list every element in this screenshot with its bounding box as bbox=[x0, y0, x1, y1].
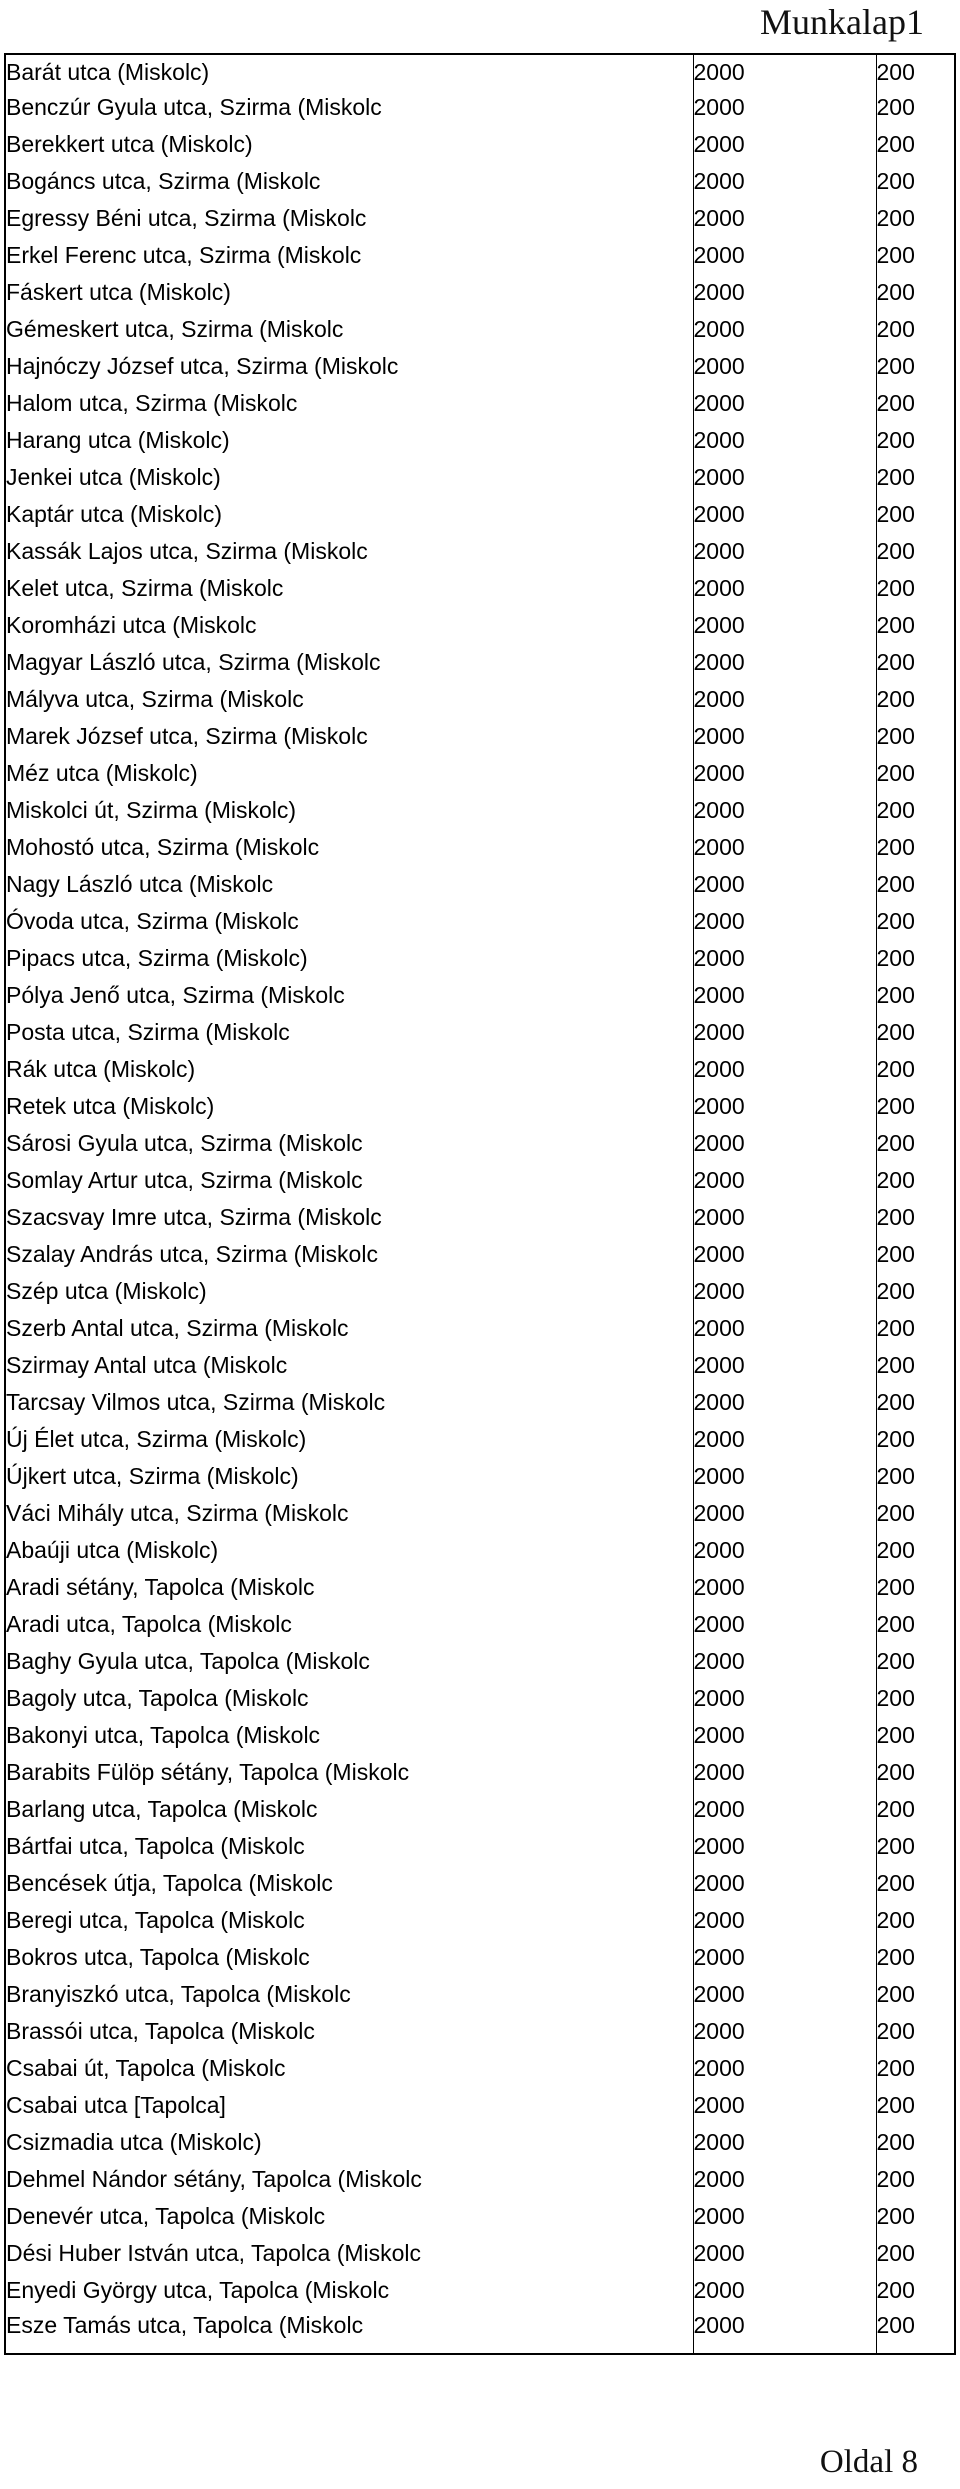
table-row bbox=[5, 1199, 955, 1236]
value-a-cell: 2000 bbox=[693, 1347, 876, 1384]
value-b-cell: 200 bbox=[876, 163, 955, 200]
value-a-cell: 2000 bbox=[693, 2161, 876, 2198]
street-name-cell: Óvoda utca, Szirma (Miskolc bbox=[6, 908, 299, 934]
value-a-cell: 2000 bbox=[693, 1421, 876, 1458]
value-a-cell: 2000 bbox=[693, 1717, 876, 1754]
value-a-cell: 2000 bbox=[693, 2235, 876, 2272]
value-b-cell: 200 bbox=[876, 1643, 955, 1680]
street-name-cell: Bokros utca, Tapolca (Miskolc bbox=[6, 1944, 310, 1970]
value-b-cell: 200 bbox=[876, 1051, 955, 1088]
street-name-cell: Aradi sétány, Tapolca (Miskolc bbox=[6, 1574, 315, 1600]
value-a-cell: 2000 bbox=[693, 1569, 876, 1606]
street-name-cell: Szalay András utca, Szirma (Miskolc bbox=[6, 1241, 378, 1267]
table-row bbox=[5, 422, 955, 459]
value-b-cell: 200 bbox=[876, 1199, 955, 1236]
table-row bbox=[5, 2050, 955, 2087]
table-row bbox=[5, 1162, 955, 1199]
table-row bbox=[5, 1458, 955, 1495]
street-name-cell: Pólya Jenő utca, Szirma (Miskolc bbox=[6, 982, 345, 1008]
value-b-cell: 200 bbox=[876, 1088, 955, 1125]
value-b-cell: 200 bbox=[876, 533, 955, 570]
value-b-cell: 200 bbox=[876, 2309, 955, 2354]
street-name-cell: Harang utca (Miskolc) bbox=[6, 427, 230, 453]
street-name-cell: Új Élet utca, Szirma (Miskolc) bbox=[6, 1426, 307, 1452]
street-name-cell: Bencések útja, Tapolca (Miskolc bbox=[6, 1870, 333, 1896]
value-b-cell: 200 bbox=[876, 718, 955, 755]
value-a-cell: 2000 bbox=[693, 940, 876, 977]
value-a-cell: 2000 bbox=[693, 1458, 876, 1495]
street-name-cell: Csabai út, Tapolca (Miskolc bbox=[6, 2055, 286, 2081]
value-a-cell: 2000 bbox=[693, 1865, 876, 1902]
value-a-cell: 2000 bbox=[693, 977, 876, 1014]
value-b-cell: 200 bbox=[876, 2161, 955, 2198]
value-a-cell: 2000 bbox=[693, 1532, 876, 1569]
value-a-cell: 2000 bbox=[693, 607, 876, 644]
table-row bbox=[5, 2124, 955, 2161]
value-b-cell: 200 bbox=[876, 1310, 955, 1347]
value-a-cell: 2000 bbox=[693, 2309, 876, 2354]
value-a-cell: 2000 bbox=[693, 1939, 876, 1976]
value-b-cell: 200 bbox=[876, 1458, 955, 1495]
value-a-cell: 2000 bbox=[693, 1902, 876, 1939]
value-b-cell: 200 bbox=[876, 1606, 955, 1643]
page-number: Oldal 8 bbox=[819, 2444, 918, 2480]
value-a-cell: 2000 bbox=[693, 459, 876, 496]
table-row bbox=[5, 1051, 955, 1088]
value-b-cell: 200 bbox=[876, 89, 955, 126]
value-b-cell: 200 bbox=[876, 2235, 955, 2272]
table-row bbox=[5, 1643, 955, 1680]
table-row bbox=[5, 1384, 955, 1421]
value-b-cell: 200 bbox=[876, 54, 955, 89]
table-row bbox=[5, 54, 955, 89]
value-a-cell: 2000 bbox=[693, 1384, 876, 1421]
value-b-cell: 200 bbox=[876, 200, 955, 237]
value-b-cell: 200 bbox=[876, 1532, 955, 1569]
value-a-cell: 2000 bbox=[693, 533, 876, 570]
street-name-cell: Barát utca (Miskolc) bbox=[6, 59, 210, 85]
value-a-cell: 2000 bbox=[693, 1199, 876, 1236]
value-a-cell: 2000 bbox=[693, 866, 876, 903]
value-b-cell: 200 bbox=[876, 2272, 955, 2309]
street-name-cell: Magyar László utca, Szirma (Miskolc bbox=[6, 649, 381, 675]
value-b-cell: 200 bbox=[876, 681, 955, 718]
street-table bbox=[4, 53, 956, 2355]
street-name-cell: Újkert utca, Szirma (Miskolc) bbox=[6, 1463, 299, 1489]
value-a-cell: 2000 bbox=[693, 829, 876, 866]
table-row bbox=[5, 1976, 955, 2013]
table-row bbox=[5, 1014, 955, 1051]
table-row bbox=[5, 1347, 955, 1384]
value-a-cell: 2000 bbox=[693, 1051, 876, 1088]
street-name-cell: Branyiszkó utca, Tapolca (Miskolc bbox=[6, 1981, 351, 2007]
street-name-cell: Tarcsay Vilmos utca, Szirma (Miskolc bbox=[6, 1389, 386, 1415]
value-b-cell: 200 bbox=[876, 1125, 955, 1162]
table-row bbox=[5, 607, 955, 644]
table-row bbox=[5, 755, 955, 792]
street-name-cell: Denevér utca, Tapolca (Miskolc bbox=[6, 2203, 326, 2229]
street-name-cell: Szép utca (Miskolc) bbox=[6, 1278, 207, 1304]
value-b-cell: 200 bbox=[876, 829, 955, 866]
street-name-cell: Bártfai utca, Tapolca (Miskolc bbox=[6, 1833, 305, 1859]
table-body bbox=[5, 54, 955, 2354]
value-b-cell: 200 bbox=[876, 1384, 955, 1421]
street-name-cell: Berekkert utca (Miskolc) bbox=[6, 131, 253, 157]
value-a-cell: 2000 bbox=[693, 274, 876, 311]
table-row bbox=[5, 940, 955, 977]
table-row bbox=[5, 903, 955, 940]
street-name-cell: Csizmadia utca (Miskolc) bbox=[6, 2129, 262, 2155]
street-name-cell: Posta utca, Szirma (Miskolc bbox=[6, 1019, 290, 1045]
value-b-cell: 200 bbox=[876, 1754, 955, 1791]
value-a-cell: 2000 bbox=[693, 1754, 876, 1791]
table-row bbox=[5, 1532, 955, 1569]
table-row bbox=[5, 2198, 955, 2235]
street-name-cell: Barabits Fülöp sétány, Tapolca (Miskolc bbox=[6, 1759, 410, 1785]
table-row bbox=[5, 1791, 955, 1828]
value-b-cell: 200 bbox=[876, 1014, 955, 1051]
value-a-cell: 2000 bbox=[693, 2050, 876, 2087]
value-a-cell: 2000 bbox=[693, 681, 876, 718]
value-b-cell: 200 bbox=[876, 348, 955, 385]
table-row bbox=[5, 1606, 955, 1643]
table-row bbox=[5, 792, 955, 829]
table-row bbox=[5, 1939, 955, 1976]
street-name-cell: Dési Huber István utca, Tapolca (Miskolc bbox=[6, 2240, 422, 2266]
value-a-cell: 2000 bbox=[693, 1643, 876, 1680]
table-row bbox=[5, 977, 955, 1014]
table-row bbox=[5, 274, 955, 311]
value-b-cell: 200 bbox=[876, 1976, 955, 2013]
table-row bbox=[5, 1754, 955, 1791]
street-name-cell: Benczúr Gyula utca, Szirma (Miskolc bbox=[6, 94, 382, 120]
value-b-cell: 200 bbox=[876, 385, 955, 422]
table-row bbox=[5, 1902, 955, 1939]
value-a-cell: 2000 bbox=[693, 1606, 876, 1643]
table-row bbox=[5, 2087, 955, 2124]
value-b-cell: 200 bbox=[876, 2087, 955, 2124]
table-row bbox=[5, 2309, 955, 2354]
value-a-cell: 2000 bbox=[693, 1310, 876, 1347]
value-b-cell: 200 bbox=[876, 866, 955, 903]
value-b-cell: 200 bbox=[876, 1569, 955, 1606]
value-a-cell: 2000 bbox=[693, 903, 876, 940]
table-row bbox=[5, 533, 955, 570]
street-name-cell: Szirmay Antal utca (Miskolc bbox=[6, 1352, 288, 1378]
table-row bbox=[5, 459, 955, 496]
value-a-cell: 2000 bbox=[693, 1273, 876, 1310]
value-b-cell: 200 bbox=[876, 1162, 955, 1199]
table-row bbox=[5, 1310, 955, 1347]
street-name-cell: Kassák Lajos utca, Szirma (Miskolc bbox=[6, 538, 368, 564]
street-name-cell: Mályva utca, Szirma (Miskolc bbox=[6, 686, 304, 712]
value-a-cell: 2000 bbox=[693, 755, 876, 792]
value-b-cell: 200 bbox=[876, 2198, 955, 2235]
value-a-cell: 2000 bbox=[693, 2272, 876, 2309]
street-name-cell: Hajnóczy József utca, Szirma (Miskolc bbox=[6, 353, 399, 379]
street-name-cell: Brassói utca, Tapolca (Miskolc bbox=[6, 2018, 315, 2044]
table-row bbox=[5, 829, 955, 866]
value-a-cell: 2000 bbox=[693, 1828, 876, 1865]
table-row bbox=[5, 718, 955, 755]
value-b-cell: 200 bbox=[876, 2050, 955, 2087]
value-b-cell: 200 bbox=[876, 1717, 955, 1754]
value-b-cell: 200 bbox=[876, 459, 955, 496]
street-name-cell: Abaúji utca (Miskolc) bbox=[6, 1537, 219, 1563]
value-b-cell: 200 bbox=[876, 274, 955, 311]
table-row bbox=[5, 348, 955, 385]
value-a-cell: 2000 bbox=[693, 1162, 876, 1199]
value-a-cell: 2000 bbox=[693, 792, 876, 829]
street-name-cell: Bakonyi utca, Tapolca (Miskolc bbox=[6, 1722, 321, 1748]
value-b-cell: 200 bbox=[876, 792, 955, 829]
street-name-cell: Bagoly utca, Tapolca (Miskolc bbox=[6, 1685, 309, 1711]
street-name-cell: Retek utca (Miskolc) bbox=[6, 1093, 215, 1119]
table-row bbox=[5, 1717, 955, 1754]
street-name-cell: Rák utca (Miskolc) bbox=[6, 1056, 196, 1082]
street-name-cell: Szerb Antal utca, Szirma (Miskolc bbox=[6, 1315, 349, 1341]
street-name-cell: Gémeskert utca, Szirma (Miskolc bbox=[6, 316, 344, 342]
value-b-cell: 200 bbox=[876, 1902, 955, 1939]
value-a-cell: 2000 bbox=[693, 2013, 876, 2050]
street-name-cell: Jenkei utca (Miskolc) bbox=[6, 464, 221, 490]
table-row bbox=[5, 200, 955, 237]
value-b-cell: 200 bbox=[876, 570, 955, 607]
value-b-cell: 200 bbox=[876, 2124, 955, 2161]
street-name-cell: Fáskert utca (Miskolc) bbox=[6, 279, 231, 305]
value-a-cell: 2000 bbox=[693, 2124, 876, 2161]
street-name-cell: Beregi utca, Tapolca (Miskolc bbox=[6, 1907, 305, 1933]
value-b-cell: 200 bbox=[876, 126, 955, 163]
value-b-cell: 200 bbox=[876, 607, 955, 644]
table-row bbox=[5, 163, 955, 200]
value-a-cell: 2000 bbox=[693, 1495, 876, 1532]
table-row bbox=[5, 2161, 955, 2198]
street-name-cell: Halom utca, Szirma (Miskolc bbox=[6, 390, 298, 416]
value-b-cell: 200 bbox=[876, 1865, 955, 1902]
value-b-cell: 200 bbox=[876, 644, 955, 681]
table-row bbox=[5, 496, 955, 533]
street-name-cell: Méz utca (Miskolc) bbox=[6, 760, 198, 786]
street-name-cell: Mohostó utca, Szirma (Miskolc bbox=[6, 834, 320, 860]
value-a-cell: 2000 bbox=[693, 1014, 876, 1051]
value-a-cell: 2000 bbox=[693, 644, 876, 681]
value-a-cell: 2000 bbox=[693, 200, 876, 237]
value-a-cell: 2000 bbox=[693, 1236, 876, 1273]
table-row bbox=[5, 1125, 955, 1162]
street-name-cell: Egressy Béni utca, Szirma (Miskolc bbox=[6, 205, 367, 231]
value-b-cell: 200 bbox=[876, 903, 955, 940]
table-row bbox=[5, 89, 955, 126]
street-name-cell: Kelet utca, Szirma (Miskolc bbox=[6, 575, 284, 601]
table-row bbox=[5, 866, 955, 903]
street-name-cell: Esze Tamás utca, Tapolca (Miskolc bbox=[6, 2312, 364, 2338]
table-row bbox=[5, 1865, 955, 1902]
street-name-cell: Marek József utca, Szirma (Miskolc bbox=[6, 723, 368, 749]
value-a-cell: 2000 bbox=[693, 2198, 876, 2235]
value-a-cell: 2000 bbox=[693, 348, 876, 385]
street-name-cell: Váci Mihály utca, Szirma (Miskolc bbox=[6, 1500, 349, 1526]
value-a-cell: 2000 bbox=[693, 54, 876, 89]
street-name-cell: Kaptár utca (Miskolc) bbox=[6, 501, 223, 527]
value-b-cell: 200 bbox=[876, 311, 955, 348]
value-a-cell: 2000 bbox=[693, 163, 876, 200]
value-b-cell: 200 bbox=[876, 1236, 955, 1273]
table-row bbox=[5, 126, 955, 163]
street-name-cell: Dehmel Nándor sétány, Tapolca (Miskolc bbox=[6, 2166, 422, 2192]
table-row bbox=[5, 1088, 955, 1125]
value-a-cell: 2000 bbox=[693, 1680, 876, 1717]
value-a-cell: 2000 bbox=[693, 126, 876, 163]
table-row bbox=[5, 644, 955, 681]
street-name-cell: Bogáncs utca, Szirma (Miskolc bbox=[6, 168, 321, 194]
table-row bbox=[5, 237, 955, 274]
table-row bbox=[5, 385, 955, 422]
value-a-cell: 2000 bbox=[693, 89, 876, 126]
table-row bbox=[5, 1273, 955, 1310]
table-row bbox=[5, 1421, 955, 1458]
street-name-cell: Erkel Ferenc utca, Szirma (Miskolc bbox=[6, 242, 362, 268]
table-row bbox=[5, 1828, 955, 1865]
table-row bbox=[5, 1495, 955, 1532]
value-b-cell: 200 bbox=[876, 940, 955, 977]
value-a-cell: 2000 bbox=[693, 1791, 876, 1828]
value-a-cell: 2000 bbox=[693, 1088, 876, 1125]
value-b-cell: 200 bbox=[876, 422, 955, 459]
street-name-cell: Sárosi Gyula utca, Szirma (Miskolc bbox=[6, 1130, 363, 1156]
table-row bbox=[5, 311, 955, 348]
value-b-cell: 200 bbox=[876, 1273, 955, 1310]
value-a-cell: 2000 bbox=[693, 385, 876, 422]
street-name-cell: Pipacs utca, Szirma (Miskolc) bbox=[6, 945, 308, 971]
value-a-cell: 2000 bbox=[693, 422, 876, 459]
street-name-cell: Koromházi utca (Miskolc bbox=[6, 612, 257, 638]
table-row bbox=[5, 681, 955, 718]
street-name-cell: Miskolci út, Szirma (Miskolc) bbox=[6, 797, 297, 823]
value-a-cell: 2000 bbox=[693, 237, 876, 274]
value-b-cell: 200 bbox=[876, 977, 955, 1014]
value-b-cell: 200 bbox=[876, 1680, 955, 1717]
value-a-cell: 2000 bbox=[693, 718, 876, 755]
value-a-cell: 2000 bbox=[693, 1976, 876, 2013]
street-name-cell: Szacsvay Imre utca, Szirma (Miskolc bbox=[6, 1204, 382, 1230]
value-a-cell: 2000 bbox=[693, 496, 876, 533]
value-b-cell: 200 bbox=[876, 1791, 955, 1828]
street-name-cell: Barlang utca, Tapolca (Miskolc bbox=[6, 1796, 318, 1822]
street-name-cell: Aradi utca, Tapolca (Miskolc bbox=[6, 1611, 292, 1637]
street-name-cell: Csabai utca [Tapolca] bbox=[6, 2092, 226, 2118]
street-name-cell: Nagy László utca (Miskolc bbox=[6, 871, 274, 897]
value-b-cell: 200 bbox=[876, 237, 955, 274]
street-name-cell: Baghy Gyula utca, Tapolca (Miskolc bbox=[6, 1648, 370, 1674]
table-row bbox=[5, 2272, 955, 2309]
street-name-cell: Enyedi György utca, Tapolca (Miskolc bbox=[6, 2277, 390, 2303]
value-a-cell: 2000 bbox=[693, 1125, 876, 1162]
value-b-cell: 200 bbox=[876, 1939, 955, 1976]
street-name-cell: Somlay Artur utca, Szirma (Miskolc bbox=[6, 1167, 363, 1193]
value-b-cell: 200 bbox=[876, 496, 955, 533]
value-a-cell: 2000 bbox=[693, 311, 876, 348]
table-row bbox=[5, 570, 955, 607]
table-row bbox=[5, 1569, 955, 1606]
value-a-cell: 2000 bbox=[693, 570, 876, 607]
value-b-cell: 200 bbox=[876, 755, 955, 792]
value-b-cell: 200 bbox=[876, 2013, 955, 2050]
value-b-cell: 200 bbox=[876, 1347, 955, 1384]
table-row bbox=[5, 2235, 955, 2272]
table-row bbox=[5, 2013, 955, 2050]
value-b-cell: 200 bbox=[876, 1495, 955, 1532]
sheet-title: Munkalap1 bbox=[760, 2, 924, 42]
table-row bbox=[5, 1236, 955, 1273]
value-b-cell: 200 bbox=[876, 1421, 955, 1458]
table-row bbox=[5, 1680, 955, 1717]
value-a-cell: 2000 bbox=[693, 2087, 876, 2124]
value-b-cell: 200 bbox=[876, 1828, 955, 1865]
